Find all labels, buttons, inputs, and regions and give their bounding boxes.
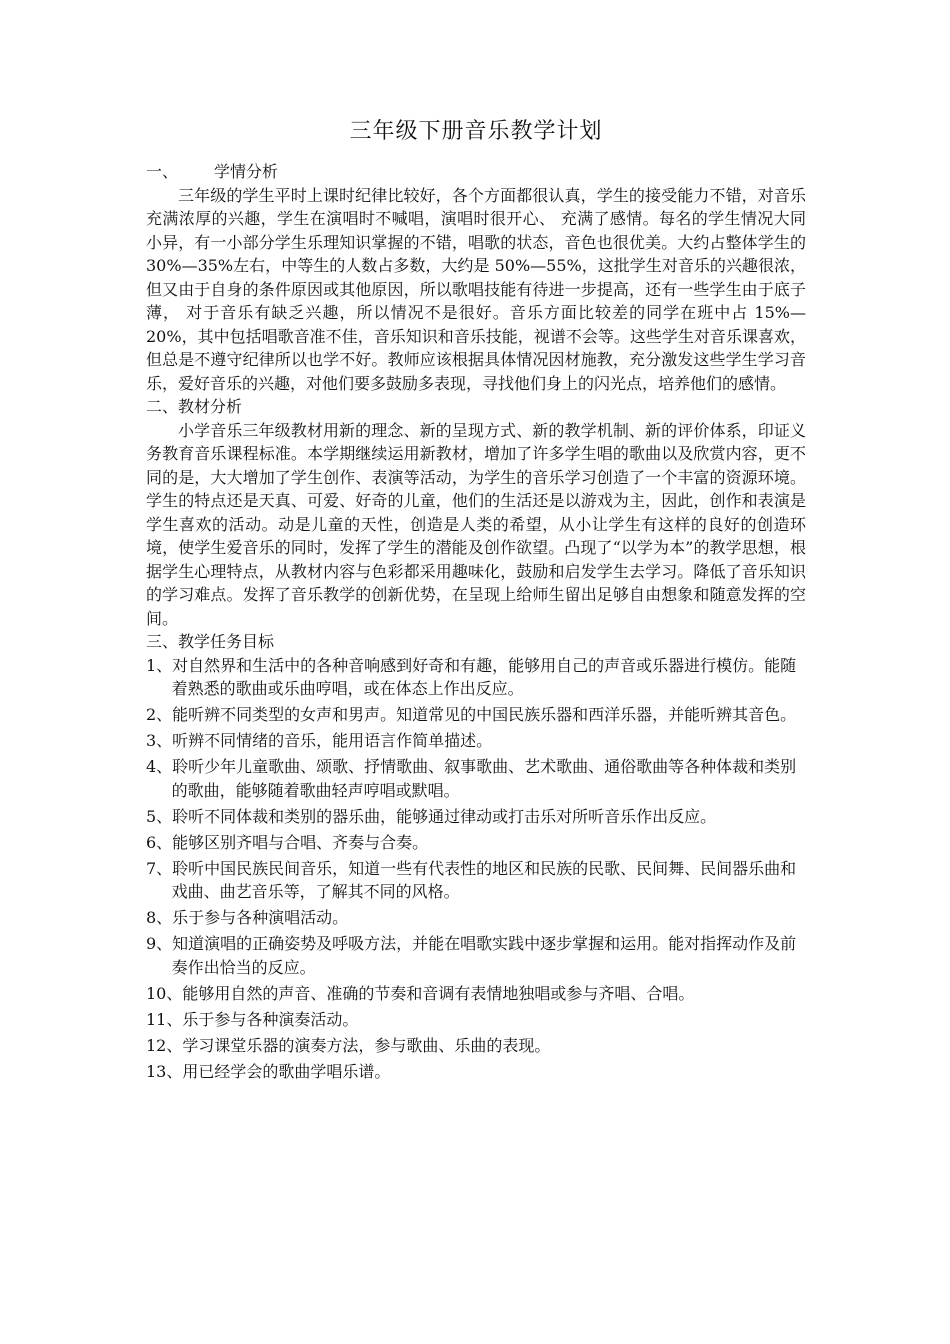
section-title: 学情分析: [214, 162, 279, 181]
section-textbook-analysis: [146, 395, 806, 630]
goal-item: 10、能够用自然的声音、准确的节奏和音调有表情地独唱或参与齐唱、合唱。: [146, 983, 695, 1003]
section-number: 三、: [146, 632, 179, 651]
section-number: 一、: [146, 162, 179, 181]
goal-item: 5、聆听不同体裁和类别的器乐曲，能够通过律动或打击乐对所听音乐作出反应。: [146, 806, 717, 826]
goal-item: 1、对自然界和生活中的各种音响感到好奇和有趣，能够用自己的声音或乐器进行模仿。能随着熟悉的歌曲或乐曲哼唱，或在体态上作出反应。: [146, 655, 797, 698]
section-student-analysis: [146, 160, 806, 395]
goal-item: 12、学习课堂乐器的演奏方法，参与歌曲、乐曲的表现。: [146, 1035, 551, 1055]
goal-item: 8、乐于参与各种演唱活动。: [146, 908, 349, 927]
section-title: 教材分析: [178, 397, 243, 416]
goal-item: 13、用已经学会的歌曲学唱乐谱。: [146, 1061, 391, 1081]
section-paragraph: 小学音乐三年级教材用新的理念、新的呈现方式、新的教学机制、新的评价体系，印证义务教育音乐课程标准。本学期继续运用新教材，增加了许多学生唱的歌曲以及欣赏内容，更不同的是，大大增加了学生创作、表演等活动，为学生的音乐学习创造了一个丰富的资源环境。学生的特点还是天真、可爱、好奇的儿童，他们的生活还是以游戏为主，因此，创作和表演是学生喜欢的活动。动是儿童的天性，创造是人类的希望，从小让学生有这样的良好的创造环境，使学生爱音乐的同时，发挥了学生的潜能及创作欲望。凸现了“以学为本”的教学思想，根据学生心理特点，从教材内容与色彩都采用趣味化，鼓励和启发学生去学习。降低了音乐知识的学习难点。发挥了音乐教学的创新优势，在呈现上给师生留出足够自由想象和随意发挥的空间。: [146, 420, 806, 628]
section-title: 教学任务目标: [178, 632, 275, 651]
section-heading: [146, 395, 806, 419]
section-paragraph: 三年级的学生平时上课时纪律比较好，各个方面都很认真，学生的接受能力不错，对音乐充满浓厚的兴趣，学生在演唱时不喊唱，演唱时很开心、 充满了感情。每名的学生情况大同小异，有一小部分学生乐理知识掌握的不错，唱歌的状态，音色也很优美。大约占整体学生的 30%—35%左右，中等生的人数占多数，大约是 50%—55%，这批学生对音乐的兴趣很浓，但又由于自身的条件原因或其他原因，所以歌唱技能有待进一步提高，还有一些学生由于底子薄， 对于音乐有缺乏兴趣，所以情况不是很好。音乐方面比较差的同学在班中占 15%—20%，其中包括唱歌音准不佳，音乐知识和音乐技能，视谱不会等。这些学生对音乐课喜欢，但总是不遵守纪律所以也学不好。教师应该根据具体情况因材施教，充分激发这些学生学习音乐，爱好音乐的兴趣，对他们要多鼓励多表现，寻找他们身上的闪光点，培养他们的感情。: [146, 185, 806, 393]
section-number: 二、: [146, 397, 179, 416]
goal-item: 7、聆听中国民族民间音乐，知道一些有代表性的地区和民族的民歌、民间舞、民间器乐曲和戏曲、曲艺音乐等，了解其不同的风格。: [146, 858, 797, 901]
document-title: 三年级下册音乐教学计划: [349, 119, 603, 144]
goal-item: 9、知道演唱的正确姿势及呼吸方法，并能在唱歌实践中逐步掌握和运用。能对指挥动作及前奏作出恰当的反应。: [146, 934, 797, 977]
goal-item: 11、乐于参与各种演奏活动。: [146, 1009, 359, 1029]
document-page: [146, 112, 806, 1086]
goal-item: 6、能够区别齐唱与合唱、齐奏与合奏。: [146, 832, 429, 852]
section-teaching-goals: [146, 630, 806, 1083]
section-heading: [146, 630, 806, 654]
goal-item: 4、聆听少年儿童歌曲、颂歌、抒情歌曲、叙事歌曲、艺术歌曲、通俗歌曲等各种体裁和类别的歌曲，能够随着歌曲轻声哼唱或默唱。: [146, 757, 797, 800]
goal-item: 3、听辨不同情绪的音乐，能用语言作简单描述。: [146, 731, 493, 750]
goal-item: 2、能听辨不同类型的女声和男声。知道常见的中国民族乐器和西洋乐器，并能听辨其音色。: [146, 705, 797, 724]
section-heading: [146, 160, 806, 184]
